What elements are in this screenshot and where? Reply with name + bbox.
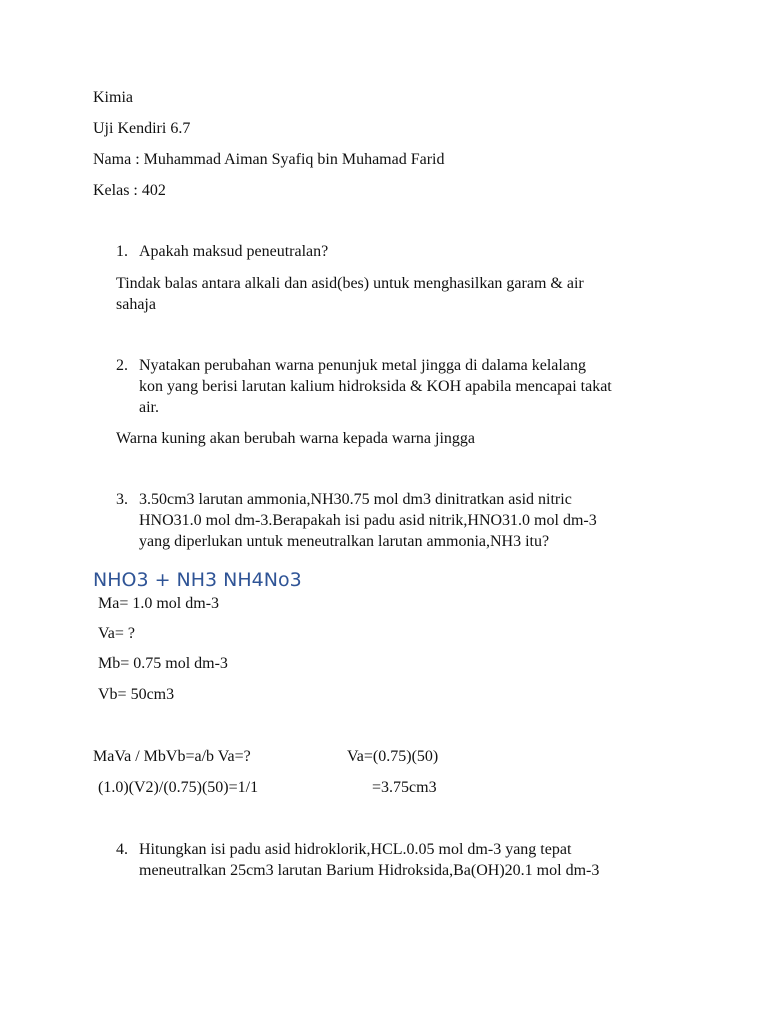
- question-2-line-3: air.: [139, 399, 159, 416]
- calculation-result: =3.75cm3: [372, 779, 437, 796]
- calculation-left: (1.0)(V2)/(0.75)(50)=1/1: [98, 779, 259, 796]
- question-3-line-3: yang diperlukan untuk meneutralkan larutan ammonia,NH3 itu?: [139, 533, 550, 550]
- question-2-line-1: Nyatakan perubahan warna penunjuk metal jingga di dalama kelalang: [139, 357, 586, 374]
- subject-title: Kimia: [93, 89, 133, 106]
- question-number: 3.: [116, 491, 128, 508]
- question-number: 4.: [116, 841, 128, 858]
- question-number: 1.: [116, 243, 128, 260]
- value-ma: Ma= 1.0 mol dm-3: [98, 595, 220, 612]
- question-number: 2.: [116, 357, 128, 374]
- question-3-line-2: HNO31.0 mol dm-3.Berapakah isi padu asid nitrik,HNO31.0 mol dm-3: [139, 512, 597, 529]
- question-3-line-1: 3.50cm3 larutan ammonia,NH30.75 mol dm3 dinitratkan asid nitric: [139, 491, 572, 508]
- answer-1-line-2: sahaja: [116, 296, 156, 313]
- reaction-equation: NHO3 + NH3 NH4No3: [93, 569, 302, 591]
- student-name: Nama : Muhammad Aiman Syafiq bin Muhamad Farid: [93, 151, 445, 168]
- answer-2-line-1: Warna kuning akan berubah warna kepada warna jingga: [116, 430, 475, 447]
- answer-1-line-1: Tindak balas antara alkali dan asid(bes) untuk menghasilkan garam & air: [116, 275, 584, 292]
- question-4-line-2: meneutralkan 25cm3 larutan Barium Hidroksida,Ba(OH)20.1 mol dm-3: [139, 862, 600, 879]
- question-4-line-1: Hitungkan isi padu asid hidroklorik,HCL.0.05 mol dm-3 yang tepat: [139, 841, 572, 858]
- question-1-line-1: Apakah maksud peneutralan?: [139, 243, 329, 260]
- question-2-line-2: kon yang berisi larutan kalium hidroksida & KOH apabila mencapai takat: [139, 378, 612, 395]
- class-info: Kelas : 402: [93, 182, 166, 199]
- test-title: Uji Kendiri 6.7: [93, 120, 191, 137]
- value-mb: Mb= 0.75 mol dm-3: [98, 655, 228, 672]
- formula-right: Va=(0.75)(50): [347, 748, 439, 765]
- value-va: Va= ?: [98, 625, 136, 642]
- value-vb: Vb= 50cm3: [98, 686, 175, 703]
- formula-left: MaVa / MbVb=a/b Va=?: [93, 748, 251, 765]
